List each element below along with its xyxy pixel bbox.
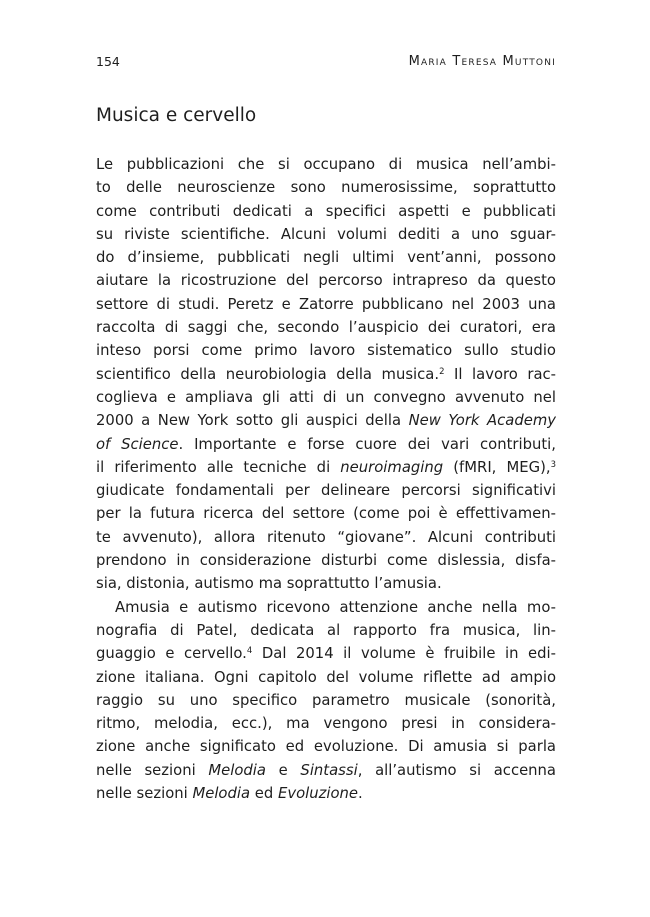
footnote-ref-2[interactable]: 2 [439, 366, 445, 377]
text-line: prendono in considerazione disturbi come dislessia, disfa- [96, 552, 556, 570]
text-line: inteso porsi come primo lavoro sistematico sullo studio [96, 342, 556, 360]
text-segment: guaggio e cervello. [96, 645, 247, 663]
text-segment: nelle sezioni [96, 761, 209, 779]
text-line: sia, distonia, autismo ma soprattutto l’amusia. [96, 575, 442, 593]
paragraph-1 [96, 153, 556, 596]
text-segment: , all’autismo si accenna [357, 761, 556, 779]
paragraph-2 [96, 596, 556, 806]
text-line [96, 409, 556, 432]
body-text [96, 153, 556, 805]
text-line: per la futura ricerca del settore (come poi è effettivamen- [96, 505, 556, 523]
page-number: 154 [96, 54, 120, 69]
text-line: giudicate fondamentali per delineare percorsi significativi [96, 482, 556, 500]
text-line: aiutare la ricostruzione del percorso intrapreso da questo [96, 272, 556, 290]
text-line: to delle neuroscienze sono numerosissime, soprattutto [96, 179, 556, 197]
text-line: Le pubblicazioni che si occupano di musica nell’ambi- [96, 156, 556, 173]
section-title: Musica e cervello [96, 105, 257, 126]
text-line: raggio su uno specifico parametro musicale (sonorità, [96, 691, 556, 709]
text-segment: e [265, 761, 301, 779]
text-line [96, 433, 556, 456]
text-line [96, 642, 556, 665]
text-line: settore di studi. Peretz e Zatorre pubblicano nel 2003 una [96, 295, 556, 313]
italic-term: Melodia [208, 761, 266, 779]
text-line [96, 363, 556, 386]
text-segment: il riferimento alle tecniche di [96, 458, 341, 476]
text-line [96, 759, 556, 782]
text-line: come contributi dedicati a specifici aspetti e pubblicati [96, 202, 556, 220]
text-segment: scientifico della neurobiologia della musica. [96, 365, 440, 383]
text-line: zione anche significato ed evoluzione. Di amusia si parla [96, 738, 556, 756]
text-line: ritmo, melodia, ecc.), ma vengono presi in considera- [96, 715, 556, 733]
text-segment: (fMRI, MEG), [443, 458, 551, 476]
italic-term: Evoluzione [277, 785, 359, 803]
text-segment: . Importante e forse cuore dei vari contributi, [178, 435, 556, 453]
text-line: zione italiana. Ogni capitolo del volume riflette ad ampio [96, 668, 556, 686]
italic-term: neuroimaging [340, 458, 444, 476]
text-segment: Il lavoro rac- [444, 365, 556, 383]
text-segment: Dal 2014 il volume è fruibile in edi- [252, 645, 556, 663]
text-line [96, 456, 556, 479]
text-line: su riviste scientifiche. Alcuni volumi dediti a uno sguar- [96, 225, 556, 243]
running-head-author: Maria Teresa Muttoni [408, 54, 556, 69]
italic-term: Sintassi [300, 761, 358, 779]
text-line: coglieva e ampliava gli atti di un convegno avvenuto nel [96, 388, 556, 406]
text-segment: 2000 a New York sotto gli auspici della [96, 412, 409, 430]
text-line: do d’insieme, pubblicati negli ultimi vent’anni, possono [96, 249, 556, 267]
text-segment: . [358, 785, 363, 803]
text-line: te avvenuto), allora ritenuto “giovane”. Alcuni contributi [96, 528, 556, 546]
italic-title: of Science [96, 435, 179, 453]
text-segment: ed [250, 785, 278, 803]
text-line: nografia di Patel, dedicata al rapporto fra musica, lin- [96, 621, 556, 639]
text-line [96, 782, 556, 805]
text-line: Amusia e autismo ricevono attenzione anche nella mo- [115, 598, 556, 616]
text-line: raccolta di saggi che, secondo l’auspicio dei curatori, era [96, 319, 556, 337]
text-segment: nelle sezioni [96, 785, 193, 803]
italic-term: Melodia [192, 785, 251, 803]
italic-title: New York Academy [408, 412, 556, 430]
footnote-ref-3[interactable]: 3 [550, 459, 556, 470]
footnote-ref-4[interactable]: 4 [246, 646, 253, 657]
